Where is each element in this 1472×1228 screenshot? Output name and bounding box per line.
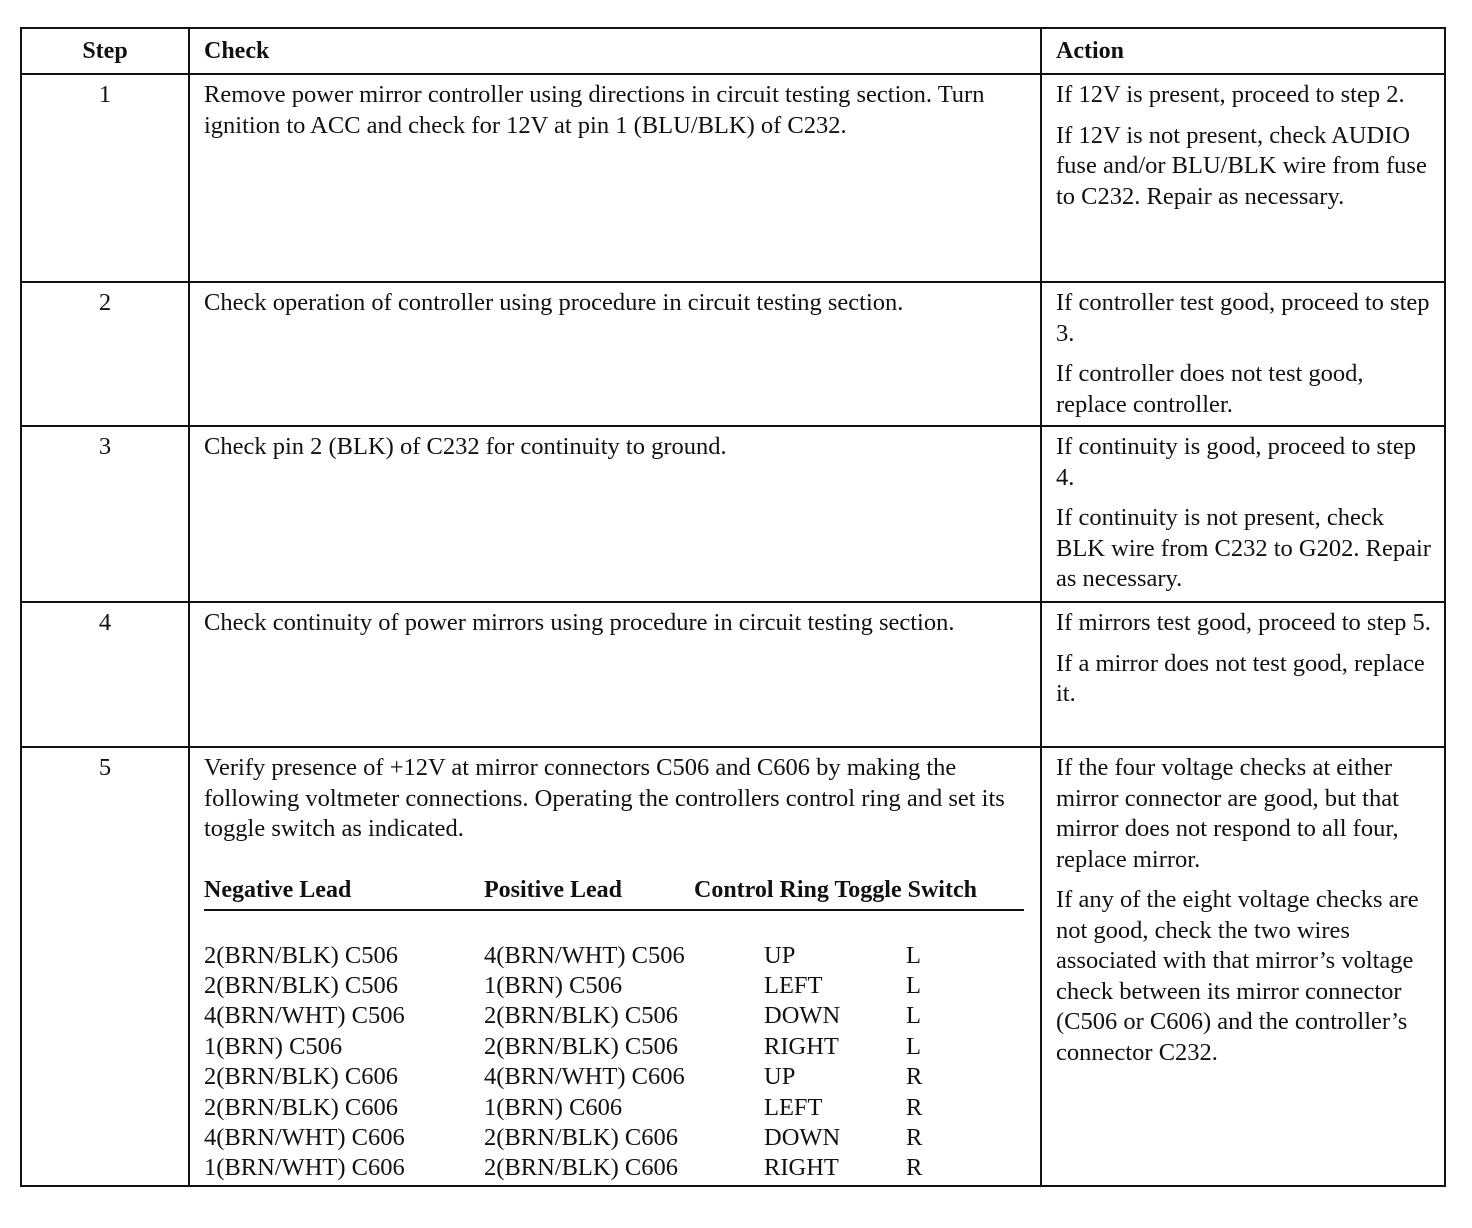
check-text: Check continuity of power mirrors using procedure in circuit testing section. xyxy=(204,609,955,636)
action-text: If the four voltage checks at either mirror connector are good, but that mirror does not respond to all four, replace mirror. xyxy=(1056,754,1399,873)
step-number: 2 xyxy=(22,283,190,427)
table-row xyxy=(204,1153,1024,1183)
positive-lead: 1(BRN) C506 xyxy=(484,971,623,999)
toggle-switch: R xyxy=(906,1123,923,1151)
voltmeter-connections xyxy=(204,875,1024,1184)
control-ring: UP xyxy=(764,1063,796,1091)
positive-lead: 2(BRN/BLK) C606 xyxy=(484,1154,678,1182)
step-action xyxy=(1042,748,1444,1185)
action-text: If controller test good, proceed to step 3. xyxy=(1056,289,1430,347)
negative-lead: 1(BRN/WHT) C606 xyxy=(204,1154,405,1182)
table-row xyxy=(204,971,1024,1001)
positive-lead: 4(BRN/WHT) C506 xyxy=(484,941,685,969)
check-text: Remove power mirror controller using directions in circuit testing section. Turn ignition to ACC and check for 12V at pin 1 (BLU/BLK) of C232. xyxy=(204,81,985,139)
toggle-switch: R xyxy=(906,1063,923,1091)
toggle-switch: L xyxy=(906,1002,921,1030)
control-ring: DOWN xyxy=(764,1002,841,1030)
positive-lead: 4(BRN/WHT) C606 xyxy=(484,1063,685,1091)
control-ring: DOWN xyxy=(764,1123,841,1151)
action-text: If 12V is present, proceed to step 2. xyxy=(1056,81,1405,108)
header-action: Action xyxy=(1042,29,1444,75)
negative-lead: 2(BRN/BLK) C506 xyxy=(204,941,398,969)
control-ring: RIGHT xyxy=(764,1032,839,1060)
positive-lead: 1(BRN) C606 xyxy=(484,1093,623,1121)
step-number: 3 xyxy=(22,427,190,603)
action-text: If 12V is not present, check AUDIO fuse and/or BLU/BLK wire from fuse to C232. Repair as necessary. xyxy=(1056,121,1427,210)
control-ring: LEFT xyxy=(764,1093,823,1121)
action-text: If continuity is good, proceed to step 4. xyxy=(1056,433,1416,491)
header-step: Step xyxy=(22,29,190,75)
negative-lead: 2(BRN/BLK) C506 xyxy=(204,971,398,999)
action-text: If a mirror does not test good, replace it. xyxy=(1056,649,1425,707)
positive-lead: 2(BRN/BLK) C506 xyxy=(484,1002,678,1030)
table-row xyxy=(204,1001,1024,1031)
step-action xyxy=(1042,75,1444,283)
table-row xyxy=(204,1032,1024,1062)
toggle-switch: R xyxy=(906,1154,923,1182)
positive-lead-heading: Positive Lead xyxy=(484,876,622,903)
table-row xyxy=(204,941,1024,971)
step-check xyxy=(190,427,1042,603)
negative-lead: 4(BRN/WHT) C606 xyxy=(204,1123,405,1151)
action-text: If controller does not test good, replace controller. xyxy=(1056,360,1364,418)
check-text: Verify presence of +12V at mirror connectors C506 and C606 by making the following voltmeter connections. Operating the controllers control ring and set its toggle switch as indicated. xyxy=(204,754,1005,842)
negative-lead: 1(BRN) C506 xyxy=(204,1032,343,1060)
step-check xyxy=(190,75,1042,283)
toggle-switch: R xyxy=(906,1093,923,1121)
step-number: 4 xyxy=(22,603,190,748)
voltmeter-header xyxy=(204,875,1024,911)
voltmeter-rows xyxy=(204,941,1024,1184)
negative-lead: 2(BRN/BLK) C606 xyxy=(204,1093,398,1121)
positive-lead: 2(BRN/BLK) C606 xyxy=(484,1123,678,1151)
check-text: Check pin 2 (BLK) of C232 for continuity to ground. xyxy=(204,433,727,460)
step-check xyxy=(190,603,1042,748)
diagnostic-table xyxy=(20,27,1446,1187)
step-action xyxy=(1042,603,1444,748)
table-row xyxy=(204,1123,1024,1153)
negative-lead-heading: Negative Lead xyxy=(204,876,352,903)
step-check xyxy=(190,283,1042,427)
action-text: If any of the eight voltage checks are not good, check the two wires associated with that mirror’s voltage check between its mirror connector (C506 or C606) and the controller’s connector C232. xyxy=(1056,886,1419,1066)
header-check: Check xyxy=(190,29,1042,75)
step-action xyxy=(1042,427,1444,603)
action-text: If continuity is not present, check BLK wire from C232 to G202. Repair as necessary. xyxy=(1056,504,1431,592)
step-check xyxy=(190,748,1042,1185)
table-row xyxy=(204,1093,1024,1123)
positive-lead: 2(BRN/BLK) C506 xyxy=(484,1032,678,1060)
action-text: If mirrors test good, proceed to step 5. xyxy=(1056,609,1431,636)
toggle-switch: L xyxy=(906,971,921,999)
negative-lead: 4(BRN/WHT) C506 xyxy=(204,1002,405,1030)
control-ring: UP xyxy=(764,941,796,969)
step-number: 5 xyxy=(22,748,190,1185)
control-heading: Control Ring Toggle Switch xyxy=(694,876,977,903)
step-action xyxy=(1042,283,1444,427)
negative-lead: 2(BRN/BLK) C606 xyxy=(204,1063,398,1091)
table-row xyxy=(204,1062,1024,1092)
control-ring: RIGHT xyxy=(764,1154,839,1182)
check-text: Check operation of controller using procedure in circuit testing section. xyxy=(204,289,904,316)
toggle-switch: L xyxy=(906,1032,921,1060)
control-ring: LEFT xyxy=(764,971,823,999)
step-number: 1 xyxy=(22,75,190,283)
toggle-switch: L xyxy=(906,941,921,969)
